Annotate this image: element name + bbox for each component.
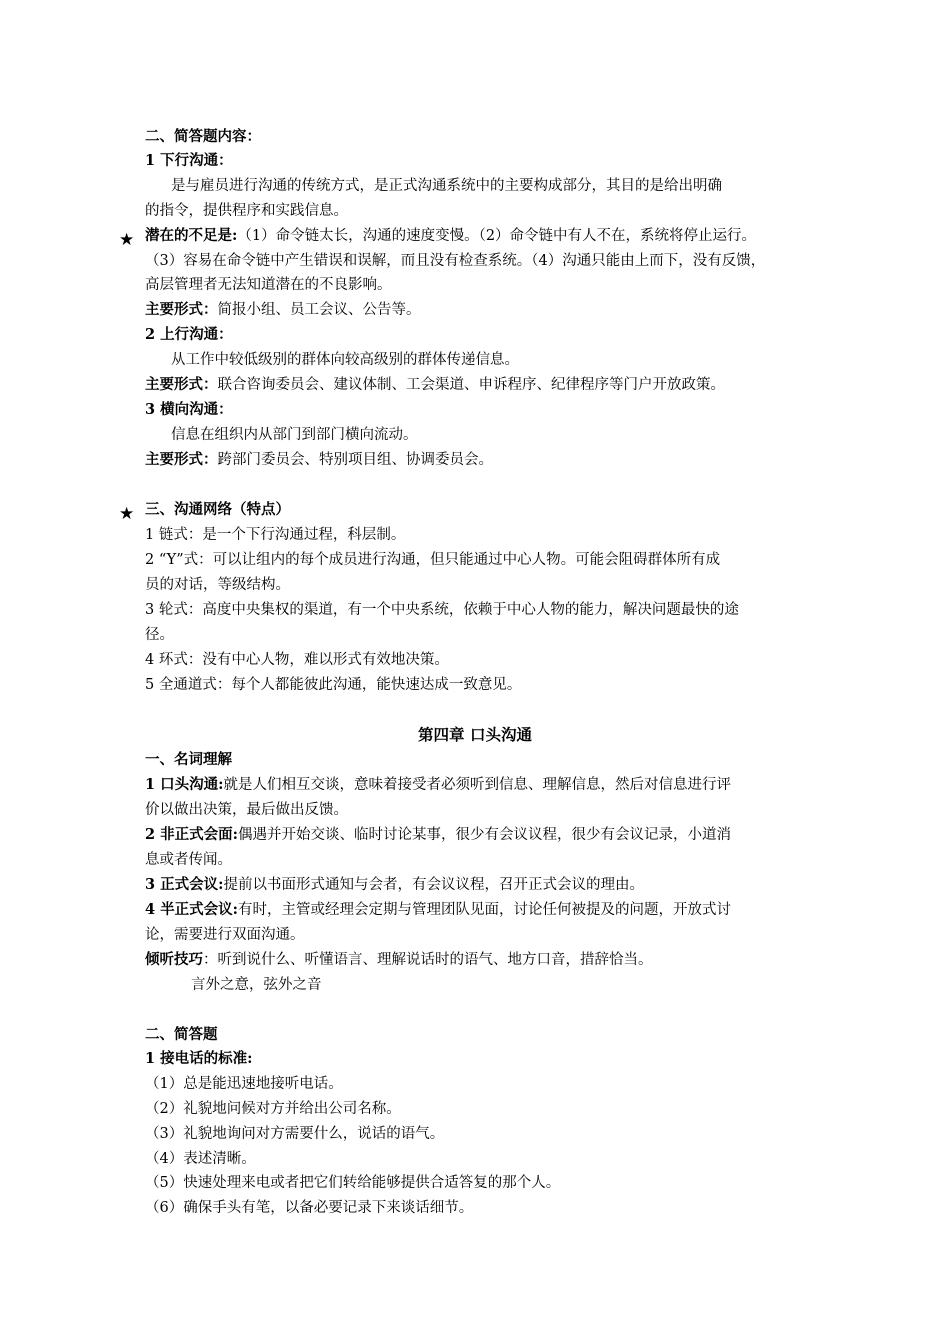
network-chain: 1 链式：是一个下行沟通过程，科层制。	[145, 527, 406, 543]
section-heading-short-answer-2: 二、简答题	[145, 1026, 218, 1043]
network-all-channel: 5 全通道式：每个人都能彼此沟通，能快速达成一致意见。	[145, 677, 522, 693]
paragraph-upward: 从工作中较低级别的群体向较高级别的群体传递信息。	[171, 352, 519, 368]
list-item: （3）礼貌地询问对方需要什么，说话的语气。	[145, 1126, 445, 1142]
term-formal-meeting	[145, 874, 825, 896]
term-oral-communication-cont: 价以做出决策，最后做出反馈。	[145, 802, 348, 818]
listening-label: 倾听技巧	[145, 951, 203, 968]
weakness-line-3: 高层管理者无法知道潜在的不良影响。	[145, 277, 392, 293]
main-forms-text: 跨部门委员会、特别项目组、协调委员会。	[217, 452, 493, 468]
list-item: （1）总是能迅速地接听电话。	[145, 1076, 343, 1092]
term-informal-meeting	[145, 824, 825, 846]
term-label: 4 半正式会议:	[145, 901, 238, 918]
weakness-line-2: （3）容易在命令链中产生错误和误解，而且没有检查系统。（4）沟通只能由上而下，没有反馈，	[145, 253, 766, 269]
chapter-title: 第四章 口头沟通	[418, 725, 532, 744]
term-semi-formal-meeting	[145, 899, 825, 921]
subheading-downward-communication: 1 下行沟通：	[145, 152, 233, 169]
list-item: （2）礼貌地问候对方并给出公司名称。	[145, 1101, 401, 1117]
paragraph-downward-2: 的指令，提供程序和实践信息。	[145, 203, 348, 219]
term-label: 1 口头沟通:	[145, 776, 224, 793]
weakness-line-1	[145, 225, 825, 247]
term-informal-meeting-cont: 息或者传闻。	[145, 852, 232, 868]
subheading-horizontal-communication: 3 横向沟通：	[145, 401, 233, 418]
star-icon: ★	[119, 504, 135, 524]
main-forms-label: 主要形式：	[145, 451, 218, 468]
network-y-2: 员的对话，等级结构。	[145, 577, 290, 593]
term-text: 就是人们相互交谈，意味着接受者必须听到信息、理解信息，然后对信息进行评	[223, 777, 731, 793]
term-label: 3 正式会议:	[145, 876, 224, 893]
star-icon: ★	[119, 230, 135, 250]
main-forms-text: 联合咨询委员会、建议体制、工会渠道、申诉程序、纪律程序等门户开放政策。	[217, 377, 725, 393]
main-forms-downward	[145, 299, 825, 321]
main-forms-label: 主要形式：	[145, 376, 218, 393]
term-text: 提前以书面形式通知与会者，有会议议程，召开正式会议的理由。	[223, 877, 644, 893]
subheading-phone-standards: 1 接电话的标准:	[145, 1050, 253, 1067]
term-semi-formal-meeting-cont: 论，需要进行双面沟通。	[145, 927, 305, 943]
weakness-label: 潜在的不足是:	[145, 227, 238, 244]
main-forms-upward	[145, 374, 825, 396]
network-y-1: 2 “Y”式：可以让组内的每个成员进行沟通，但只能通过中心人物。可能会阻碍群体所有成	[145, 552, 721, 568]
network-wheel-2: 径。	[145, 627, 174, 643]
main-forms-horizontal	[145, 449, 825, 471]
list-item: （6）确保手头有笔，以备必要记录下来谈话细节。	[145, 1200, 474, 1216]
main-forms-label: 主要形式：	[145, 301, 218, 318]
term-text: 偶遇并开始交谈、临时讨论某事，很少有会议议程，很少有会议记录，小道消	[238, 827, 731, 843]
term-oral-communication	[145, 774, 825, 796]
section-heading-networks: 三、沟通网络（特点）	[145, 501, 290, 518]
section-heading-short-answer: 二、简答题内容：	[145, 128, 261, 145]
term-label: 2 非正式会面:	[145, 826, 238, 843]
paragraph-downward-1: 是与雇员进行沟通的传统方式，是正式沟通系统中的主要构成部分，其目的是给出明确	[171, 178, 722, 194]
main-forms-text: 简报小组、员工会议、公告等。	[217, 302, 421, 318]
network-wheel-1: 3 轮式：高度中央集权的渠道，有一个中央系统，依赖于中心人物的能力，解决问题最快的途	[145, 602, 739, 618]
list-item: （5）快速处理来电或者把它们转给能够提供合适答复的那个人。	[145, 1175, 561, 1191]
weakness-text-1: （1）命令链太长，沟通的速度变慢。（2）命令链中有人不在，系统将停止运行。	[237, 228, 757, 244]
term-text: 有时，主管或经理会定期与管理团队见面，讨论任何被提及的问题，开放式讨	[238, 902, 731, 918]
listening-skills	[145, 949, 825, 971]
network-circle: 4 环式：没有中心人物，难以形式有效地决策。	[145, 652, 449, 668]
list-item: （4）表述清晰。	[145, 1151, 256, 1167]
paragraph-horizontal: 信息在组织内从部门到部门横向流动。	[171, 427, 418, 443]
subheading-upward-communication: 2 上行沟通：	[145, 326, 233, 343]
listening-subtext: 言外之意，弦外之音	[191, 977, 322, 993]
listening-text: ：听到说什么、听懂语言、理解说话时的语气、地方口音，措辞恰当。	[203, 952, 653, 968]
section-heading-terms: 一、名词理解	[145, 751, 232, 768]
